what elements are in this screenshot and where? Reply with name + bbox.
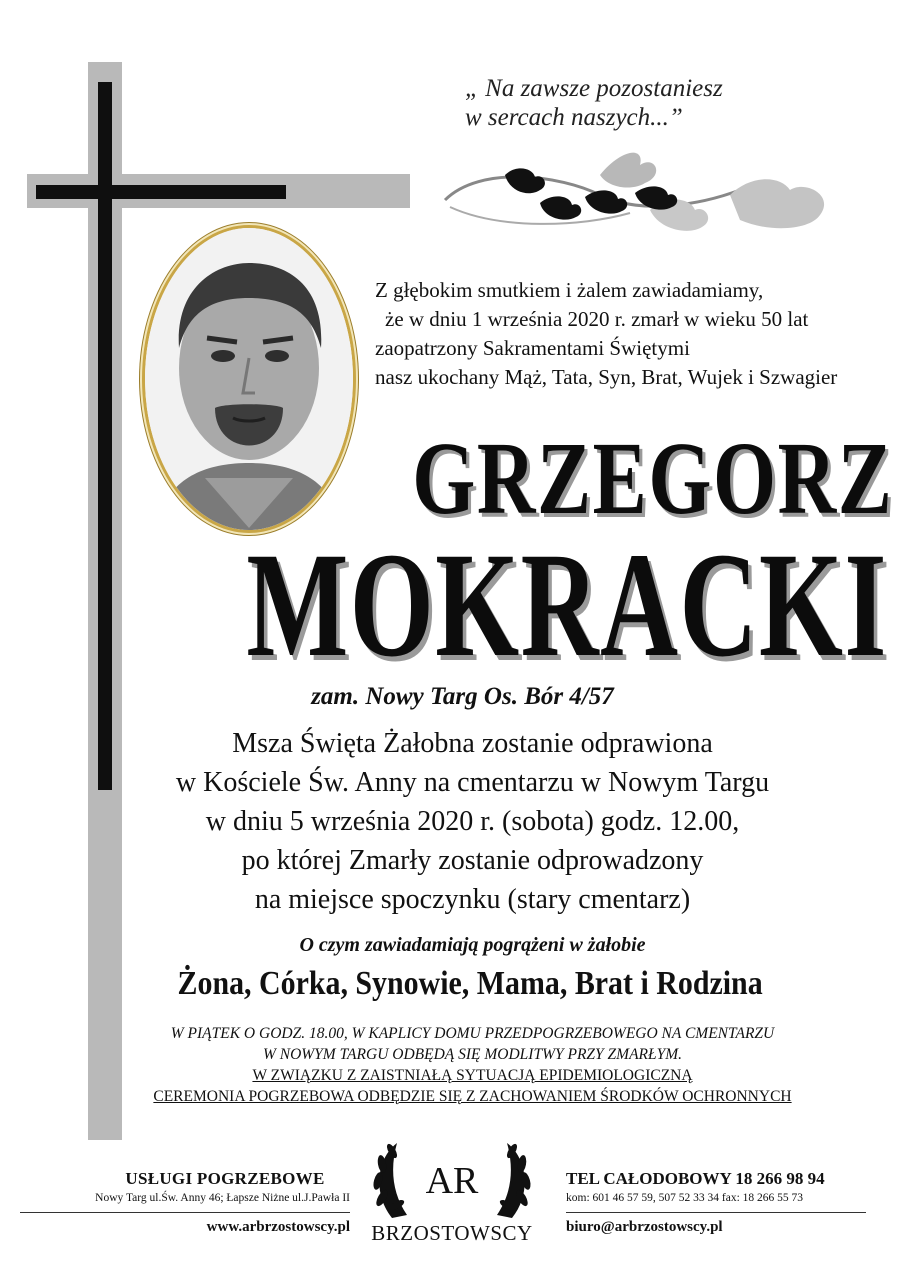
deceased-first-name: GRZEGORZ: [412, 421, 894, 536]
death-announcement-intro: [375, 276, 855, 392]
footer-divider-right: [566, 1212, 866, 1213]
man-portrait-icon: [145, 228, 353, 530]
deceased-address: zam. Nowy Targ Os. Bór 4/57: [311, 683, 614, 710]
logo-initials: AR: [425, 1160, 479, 1202]
intro-line: nasz ukochany Mąż, Tata, Syn, Brat, Wujek i Szwagier: [375, 365, 838, 389]
intro-line: że w dniu 1 września 2020 r. zmarł w wieku 50 lat: [385, 307, 809, 331]
additional-notes: [0, 1023, 905, 1107]
notes-line-2: W NOWYM TARGU ODBĘDĄ SIĘ MODLITWY PRZY ZMARŁYM.: [262, 1046, 683, 1063]
portrait-photo: [142, 225, 356, 533]
intro-line: Z głębokim smutkiem i żalem zawiadamiamy,: [375, 278, 764, 302]
cross-horizontal-bar: [36, 185, 286, 199]
footer-phone: TEL CAŁODOBOWY 18 266 98 94: [566, 1169, 825, 1188]
ivy-leaves-ornament-icon: [440, 135, 840, 255]
footer-email-link[interactable]: biuro@arbrzostowscy.pl: [566, 1219, 723, 1235]
memorial-quote: [465, 74, 845, 132]
footer-website-link[interactable]: www.arbrzostowscy.pl: [206, 1219, 350, 1235]
notes-line-1: W PIĄTEK O GODZ. 18.00, W KAPLICY DOMU PRZEDPOGRZEBOWEGO NA CMENTARZU: [170, 1025, 775, 1042]
footer-company-address: Nowy Targ ul.Św. Anny 46; Łapsze Niżne ul.J.Pawła II: [95, 1192, 350, 1204]
mass-line: w dniu 5 września 2020 r. (sobota) godz. 12.00,: [205, 806, 740, 837]
intro-line: zaopatrzony Sakramentami Świętymi: [375, 336, 690, 360]
quote-line-1: „ Na zawsze pozostaniesz: [465, 75, 723, 102]
footer-mobile-fax: kom: 601 46 57 59, 507 52 33 34 fax: 18 266 55 73: [566, 1192, 804, 1204]
deceased-last-name: MOKRACKI: [246, 522, 888, 688]
footer-divider-left: [20, 1212, 350, 1213]
mourners-intro: O czym zawiadamiają pogrążeni w żałobie: [299, 934, 646, 956]
footer-company-title: USŁUGI POGRZEBOWE: [125, 1169, 325, 1188]
quote-line-2: w sercach naszych...”: [465, 104, 683, 131]
footer-brand-name: BRZOSTOWSCY: [371, 1221, 533, 1245]
mass-line: po której Zmarły zostanie odprowadzony: [241, 845, 704, 876]
notes-line-3: W ZWIĄZKU Z ZAISTNIAŁĄ SYTUACJĄ EPIDEMIOLOGICZNĄ: [252, 1067, 693, 1084]
notes-line-4: CEREMONIA POGRZEBOWA ODBĘDZIE SIĘ Z ZACHOWANIEM ŚRODKÓW OCHRONNYCH: [153, 1088, 792, 1105]
mourners-family: Żona, Córka, Synowie, Mama, Brat i Rodzina: [177, 965, 763, 1002]
mass-line: w Kościele Św. Anny na cmentarzu w Nowym Targu: [175, 767, 770, 798]
mass-line: na miejsce spoczynku (stary cmentarz): [254, 884, 691, 915]
mass-line: Msza Święta Żałobna zostanie odprawiona: [232, 728, 713, 759]
funeral-mass-info: [0, 724, 905, 919]
